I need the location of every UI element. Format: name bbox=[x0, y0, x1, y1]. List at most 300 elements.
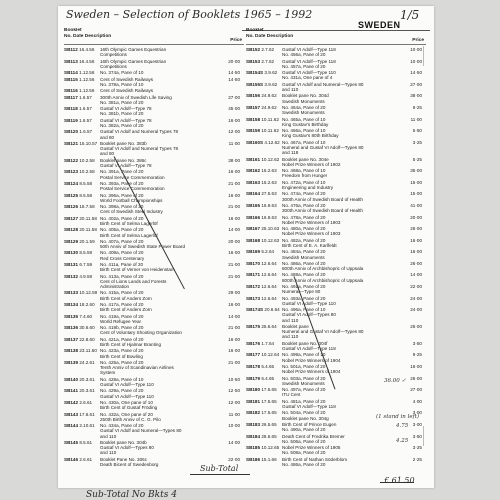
catalogue-entry bbox=[64, 440, 244, 456]
entry-price: 22·00 bbox=[228, 456, 240, 462]
booklet-number: SB116 bbox=[64, 88, 78, 94]
description-line: and 110 bbox=[282, 317, 299, 323]
entry-date: 22.8.60 bbox=[79, 336, 95, 342]
entry-price: 21·00 bbox=[228, 360, 240, 366]
entry-date: 20.6.64 bbox=[264, 307, 280, 313]
entry-number bbox=[64, 412, 100, 417]
entry-description bbox=[282, 341, 402, 351]
left-head-booklet: Booklet bbox=[64, 28, 82, 33]
entry-description bbox=[282, 261, 402, 271]
description-line: No. 402a, Pane of 20 bbox=[100, 215, 144, 221]
entry-description bbox=[282, 364, 402, 374]
entry-number bbox=[246, 364, 282, 369]
description-line: Swedish Monuments bbox=[282, 380, 325, 386]
entry-number bbox=[64, 158, 100, 163]
entry-price: 3·25 bbox=[412, 139, 422, 145]
description-line: Birth Cent of Nathan Söderblom bbox=[282, 456, 348, 462]
entry-date: 24.9.62 bbox=[261, 93, 277, 99]
catalogue-entry bbox=[64, 262, 244, 272]
description-line: and 110 bbox=[100, 450, 117, 456]
booklet-number: SB162 bbox=[246, 168, 261, 174]
description-line: Gustaf VI Adolf—Type 110 bbox=[282, 300, 336, 306]
description-line: 16th Olympic Games Equestrian bbox=[100, 58, 167, 64]
booklet-number: SB125 bbox=[64, 192, 79, 198]
left-column bbox=[64, 28, 244, 468]
entry-date: 20.3.61 bbox=[79, 388, 95, 394]
entry-date: 4.12.62 bbox=[264, 139, 280, 145]
country-heading: SWEDEN bbox=[358, 20, 401, 30]
entry-price: 3·00 bbox=[412, 410, 422, 416]
right-entries bbox=[246, 47, 426, 468]
entry-description bbox=[282, 249, 402, 259]
booklet-number: SB141 bbox=[64, 388, 79, 394]
entry-price: 14·50 bbox=[410, 70, 422, 76]
catalogue-entry bbox=[64, 70, 244, 75]
description-line: Administration bbox=[100, 284, 130, 290]
entry-number bbox=[64, 118, 100, 123]
catalogue-entry bbox=[64, 239, 244, 249]
catalogue-entry bbox=[64, 274, 244, 290]
entry-date: 20.11.58 bbox=[79, 227, 97, 233]
entry-date: 30.6.60 bbox=[79, 325, 95, 331]
entry-price: 20·00 bbox=[228, 238, 240, 244]
description-line: Nobel Prize Winners of 1902 bbox=[282, 161, 341, 167]
description-line: No. 393a, Pane of 20 bbox=[100, 180, 144, 186]
description-line: 16th Olympic Games Equestrian bbox=[100, 47, 167, 52]
booklet-number: SB143 bbox=[64, 411, 79, 417]
booklet-number: SB136 bbox=[64, 325, 79, 331]
description-line: Gustaf VI Adolf and Numeral Types 78 bbox=[100, 146, 179, 152]
description-line: Gustaf VI Adolf—Type 78 bbox=[100, 106, 152, 112]
catalogue-entry bbox=[246, 117, 426, 127]
booklet-number: SB184 bbox=[246, 433, 261, 439]
booklet-number: SB181 bbox=[246, 398, 261, 404]
booklet-number: SB159 bbox=[246, 128, 261, 134]
catalogue-entry bbox=[64, 129, 244, 139]
entry-date: 1.6.57 bbox=[79, 106, 92, 112]
entry-price: 10·00 bbox=[410, 58, 422, 64]
entry-description bbox=[100, 262, 220, 272]
entry-number bbox=[64, 250, 100, 255]
entry-description bbox=[282, 307, 402, 323]
description-line: Swedish Monuments bbox=[282, 98, 325, 104]
entry-number bbox=[246, 59, 282, 64]
catalogue-entry bbox=[64, 314, 244, 324]
entry-date: 1.12.56 bbox=[79, 76, 95, 82]
entry-date: 1.6.57 bbox=[79, 129, 93, 135]
entry-number bbox=[246, 117, 282, 122]
entry-number bbox=[246, 226, 282, 231]
entry-number bbox=[64, 388, 100, 393]
booklet-number: SB137 bbox=[64, 336, 79, 342]
entry-date: 23.11.60 bbox=[79, 348, 97, 354]
entry-number bbox=[64, 360, 100, 365]
entry-price: 16·00 bbox=[228, 215, 240, 221]
entry-date: 2.7.62 bbox=[261, 58, 275, 64]
entry-description bbox=[100, 227, 220, 237]
entry-description bbox=[100, 95, 220, 105]
catalogue-entry bbox=[64, 423, 244, 439]
description-line: No. 499a, Pane of 10 bbox=[282, 352, 326, 358]
entry-number bbox=[64, 95, 100, 100]
catalogue-entry bbox=[246, 445, 426, 455]
booklet-number: SB146 bbox=[64, 456, 79, 462]
booklet-number: SB142 bbox=[64, 400, 79, 406]
entry-description bbox=[100, 141, 220, 157]
description-line: Birth Cent of Hjalmar Branting bbox=[100, 342, 162, 348]
entry-number bbox=[64, 400, 100, 405]
entry-number bbox=[64, 325, 100, 330]
entry-number bbox=[246, 168, 282, 173]
booklet-number: SB171 bbox=[246, 272, 261, 278]
entry-price: 14·50 bbox=[228, 76, 240, 82]
description-line: No. 429a, Pane of 20 bbox=[100, 388, 144, 394]
entry-description bbox=[100, 348, 220, 358]
entry-date: 15.2.63 bbox=[261, 168, 277, 174]
description-line: No. 430a, One pane of 10 bbox=[100, 400, 153, 406]
booklet-number: SB133 bbox=[64, 290, 79, 296]
entry-number bbox=[64, 70, 100, 75]
entry-description bbox=[100, 274, 220, 290]
description-line: No. 480a, Pane of 20 bbox=[282, 226, 326, 232]
entry-number bbox=[64, 457, 100, 462]
description-line: Cent of Swedish Railways bbox=[100, 76, 154, 82]
entry-date: 18.2.60 bbox=[79, 302, 95, 308]
entry-price: 14·00 bbox=[228, 313, 240, 319]
entry-date: 25.10.63 bbox=[261, 226, 280, 232]
entry-date: 8.5.58 bbox=[79, 192, 93, 198]
booklet-number: SB176 bbox=[246, 340, 261, 346]
catalogue-entry bbox=[64, 169, 244, 179]
entry-description bbox=[100, 216, 220, 226]
entry-date: 15.10.57 bbox=[79, 140, 98, 146]
entry-price: 21·00 bbox=[228, 325, 240, 331]
entry-description bbox=[282, 117, 402, 127]
description-line: 50th Anniv of Swedish State Power Board bbox=[100, 244, 186, 250]
entry-description bbox=[282, 352, 402, 362]
description-line: Cent of Voluntary Shooting Organization bbox=[100, 330, 182, 336]
entry-date: 10.12.65 bbox=[261, 445, 280, 451]
catalogue-entry bbox=[246, 105, 426, 115]
margin-note-value-a: 4.75 bbox=[396, 423, 409, 429]
description-line: Booklet pane No. 304b bbox=[100, 440, 147, 445]
booklet-number: SB119 bbox=[64, 117, 78, 123]
description-line: System bbox=[100, 370, 116, 376]
description-line: 250th Birth Anniv of C. G. Pilo bbox=[100, 416, 161, 422]
catalogue-entry bbox=[246, 272, 426, 282]
entry-number bbox=[246, 457, 282, 462]
entry-price: 9·25 bbox=[412, 352, 422, 358]
entry-description bbox=[100, 290, 220, 300]
description-line: and 80 bbox=[100, 151, 115, 157]
entry-description bbox=[282, 387, 402, 397]
booklet-number: SB152 bbox=[246, 47, 261, 52]
entry-number bbox=[64, 216, 100, 221]
description-line: Cent of Swedish Steel Industry bbox=[100, 209, 163, 215]
entry-description bbox=[100, 118, 220, 128]
catalogue-entry bbox=[64, 47, 244, 57]
booklet-number: SB140 bbox=[64, 376, 79, 382]
description-line: Gustaf VI Adolf—Types 80 bbox=[100, 445, 154, 451]
entry-price: 9·25 bbox=[412, 104, 422, 110]
entry-price: 10·50 bbox=[228, 376, 240, 382]
description-line: Nobel Prize Winners of 1904 bbox=[282, 357, 341, 363]
entry-number bbox=[246, 203, 282, 208]
description-line: and 80 bbox=[100, 134, 115, 140]
entry-description bbox=[282, 70, 402, 80]
entry-price: 16·00 bbox=[228, 336, 240, 342]
entry-description bbox=[100, 204, 220, 214]
description-line: No. 382a, Pane of 20 bbox=[100, 122, 144, 128]
entry-number bbox=[246, 140, 282, 145]
catalogue-entry bbox=[246, 157, 426, 167]
description-line: No. 419b, Pane of 20 bbox=[100, 325, 144, 331]
entry-date: 7.4.60 bbox=[79, 313, 93, 319]
left-head-columns: No. Date Description bbox=[64, 34, 112, 39]
entry-date: 16.4.56 bbox=[79, 47, 95, 52]
description-line: No. 508a, Pane of 20 bbox=[282, 450, 326, 456]
entry-number bbox=[64, 377, 100, 382]
description-line: Nobel Prize Winners of 1905 bbox=[282, 445, 341, 451]
entry-number bbox=[64, 239, 100, 244]
entry-description bbox=[100, 377, 220, 387]
entry-date: 17.5.65 bbox=[261, 387, 277, 393]
entry-number bbox=[64, 47, 100, 52]
entry-date: 1.6.57 bbox=[79, 117, 92, 123]
entry-description bbox=[282, 422, 402, 432]
description-line: No. 425a, Pane of 20 bbox=[100, 360, 144, 366]
description-line: and 110 bbox=[282, 86, 299, 92]
description-line: 800th Anniv of Archbishopric of Uppsala bbox=[282, 277, 364, 283]
booklet-number: SB164 bbox=[246, 191, 261, 197]
entry-date: 17.5.65 bbox=[261, 410, 277, 416]
entry-price: 24·00 bbox=[410, 295, 422, 301]
entry-number bbox=[246, 434, 282, 439]
entry-date: 1.6.57 bbox=[79, 94, 92, 100]
description-line: Gustaf VI Adolf—Type 110 bbox=[282, 70, 336, 76]
booklet-number: SB132 bbox=[64, 273, 79, 279]
booklet-number: SB144 bbox=[64, 423, 79, 429]
description-line: No. 481a, Pane of 20 bbox=[282, 398, 326, 404]
entry-description bbox=[100, 70, 220, 75]
booklet-number: SB179 bbox=[246, 375, 261, 381]
description-line: Gustaf VI Adolf—Types 80 bbox=[282, 312, 336, 318]
left-entries bbox=[64, 47, 244, 468]
booklet-number: SB177 bbox=[246, 352, 261, 358]
description-line: Booklet pane No. 304f bbox=[282, 340, 328, 346]
description-line: No. 431a, One pane of 4 bbox=[282, 75, 333, 81]
entry-number bbox=[246, 399, 282, 404]
booklet-number: SB167 bbox=[246, 226, 261, 232]
entry-price: 2·25 bbox=[412, 456, 422, 462]
entry-date: 16.9.63 bbox=[261, 214, 277, 220]
entry-date: 27.5.63 bbox=[261, 191, 277, 197]
description-line: Booklet pane bbox=[282, 324, 309, 330]
description-line: No. 374a, Pane of 10 bbox=[100, 70, 144, 76]
description-line: No. 482a, Pane of 20 bbox=[282, 237, 326, 243]
entry-description bbox=[100, 360, 220, 376]
entry-number bbox=[246, 249, 282, 254]
entry-price: 16·00 bbox=[228, 250, 240, 256]
entry-price: 12·50 bbox=[228, 388, 240, 394]
entry-number bbox=[246, 376, 282, 381]
catalogue-entry bbox=[246, 307, 426, 323]
entry-date: 10.11.62 bbox=[261, 116, 279, 122]
entry-price: 16·00 bbox=[410, 364, 422, 370]
entry-date: 6.7.59 bbox=[79, 262, 93, 268]
entry-date: 5.4.65 bbox=[261, 364, 275, 370]
left-head-price: Price bbox=[230, 38, 242, 43]
entry-description bbox=[100, 88, 220, 93]
booklet-number: SB172 bbox=[246, 284, 261, 290]
description-line: 800th Anniv of Archbishopric of Uppsala bbox=[282, 266, 364, 272]
booklet-number: SB115 bbox=[64, 76, 78, 82]
catalogue-entry bbox=[64, 348, 244, 358]
booklet-number: SB168 bbox=[246, 237, 261, 243]
entry-number bbox=[64, 88, 100, 93]
entry-description bbox=[100, 106, 220, 116]
description-line: Birth Cent of Verner von Heidenstam bbox=[100, 267, 175, 273]
entry-number bbox=[64, 77, 100, 82]
entry-number bbox=[246, 296, 282, 301]
entry-price: 4·00 bbox=[412, 398, 422, 404]
booklet-number: SB154S bbox=[246, 70, 264, 76]
description-line: 300th Anniv of Swedish Life Saving bbox=[100, 94, 172, 100]
description-line: Red Cross Centenary bbox=[100, 255, 145, 261]
margin-note-stand: (1 stand in left) bbox=[376, 414, 419, 420]
entry-description bbox=[100, 181, 220, 191]
entry-number bbox=[64, 141, 100, 146]
description-line: Birth Cent of Prince Eugen bbox=[282, 422, 337, 428]
entry-number bbox=[64, 262, 100, 267]
entry-description bbox=[100, 77, 220, 87]
entry-price: 21·00 bbox=[228, 180, 240, 186]
entry-number bbox=[246, 261, 282, 266]
description-line: Gustaf VI Adolf—Type 78 bbox=[100, 162, 152, 168]
booklet-number: SB124 bbox=[64, 180, 79, 186]
entry-number bbox=[64, 204, 100, 209]
entry-price: 14·00 bbox=[410, 272, 422, 278]
booklet-number: SB174S bbox=[246, 307, 264, 313]
entry-number bbox=[64, 59, 100, 64]
entry-price: 3·50 bbox=[412, 340, 422, 346]
description-line: No. 486a, Pane of 20 bbox=[282, 462, 326, 467]
entry-date: 10.12.63 bbox=[261, 237, 280, 243]
catalogue-entry bbox=[246, 70, 426, 80]
entry-price: 38·00 bbox=[410, 93, 422, 99]
entry-description bbox=[282, 238, 402, 248]
catalogue-entry bbox=[64, 181, 244, 191]
catalogue-entry bbox=[246, 249, 426, 259]
description-line: Birth Cent of Bowling bbox=[100, 353, 143, 359]
booklet-number: SB123 bbox=[64, 169, 79, 175]
entry-description bbox=[282, 180, 402, 190]
entry-price: 10·00 bbox=[410, 47, 422, 52]
entry-date: 18.7.58 bbox=[79, 204, 95, 210]
catalogue-entry bbox=[246, 352, 426, 362]
entry-description bbox=[100, 169, 220, 179]
entry-price: 26·00 bbox=[410, 375, 422, 381]
right-column-header bbox=[246, 28, 426, 45]
entry-price: 14·00 bbox=[228, 227, 240, 233]
description-line: Gustaf VI Adolf and Numeral—Types 80 bbox=[282, 81, 364, 87]
entry-date: 5.4.65 bbox=[261, 375, 275, 381]
entry-price: 45·00 bbox=[228, 106, 240, 112]
entry-number bbox=[246, 422, 282, 427]
subtotal-count-note: Sub-Total No Bkts 4 bbox=[86, 490, 177, 500]
entry-date: 20.3.61 bbox=[79, 376, 95, 382]
booklet-number: SB113 bbox=[64, 58, 78, 64]
description-line: Booklet pane No. 386c bbox=[100, 157, 147, 163]
booklet-number: SB170 bbox=[246, 260, 261, 266]
catalogue-entry bbox=[64, 290, 244, 300]
description-line: and 110 bbox=[282, 334, 299, 340]
entry-date: 8.5.59 bbox=[79, 250, 93, 256]
catalogue-entry bbox=[64, 216, 244, 226]
description-line: No. 490a, Pane of 20 bbox=[282, 427, 326, 433]
description-line: No. 396a, Pane of 20 bbox=[100, 192, 144, 198]
booklet-number: SB163 bbox=[246, 179, 261, 185]
description-line: Cent of Swedish Railways bbox=[100, 88, 154, 94]
handwritten-title: Sweden – Selection of Booklets 1965 – 1992 bbox=[66, 8, 313, 21]
description-line: No. 405a, Pane of 20 bbox=[100, 227, 144, 233]
booklet-number: SB183 bbox=[246, 422, 261, 428]
entry-price: 26·00 bbox=[410, 226, 422, 232]
description-line: No. 381a, Pane of 20 bbox=[100, 99, 144, 105]
entry-price: 5·50 bbox=[412, 128, 422, 134]
description-line: Postal Service Commemoration bbox=[100, 186, 165, 192]
entry-date: 12.6.64 bbox=[261, 295, 277, 301]
description-line: 300th Anniv of Swedish Board of Health bbox=[282, 208, 363, 214]
entry-date: 20.11.58 bbox=[79, 215, 97, 221]
entry-price: 3·00 bbox=[412, 422, 422, 428]
booklet-number: SB173 bbox=[246, 295, 261, 301]
entry-number bbox=[64, 302, 100, 307]
entry-date: 12.6.64 bbox=[261, 260, 277, 266]
booklet-number: SB114 bbox=[64, 70, 78, 76]
entry-number bbox=[246, 191, 282, 196]
catalogue-entry bbox=[246, 364, 426, 374]
binder-ring bbox=[423, 46, 434, 66]
catalogue-entry bbox=[246, 59, 426, 69]
entry-description bbox=[100, 47, 220, 57]
entry-price: 16·00 bbox=[410, 249, 422, 255]
description-line: No. 467a, Pane of 10 bbox=[282, 139, 326, 145]
description-line: 300th Anniv of Swedish Board of Health bbox=[282, 196, 363, 202]
entry-date: 24.2.61 bbox=[79, 360, 95, 366]
entry-number bbox=[64, 290, 100, 295]
entry-date: 20.1.59 bbox=[79, 238, 95, 244]
description-line: Birth Cent of Selma Lagerlöf bbox=[100, 220, 158, 226]
entry-price: 11·00 bbox=[228, 411, 240, 417]
description-line: No. 421a, Pane of 20 bbox=[100, 336, 144, 342]
entry-date: 10.2.58 bbox=[79, 157, 95, 163]
catalogue-entry bbox=[64, 193, 244, 203]
catalogue-entry bbox=[246, 399, 426, 409]
description-line: Postal Service Commemoration bbox=[100, 174, 165, 180]
entry-price: 16·00 bbox=[228, 117, 240, 123]
entry-number bbox=[246, 82, 282, 87]
booklet-number: SB186 bbox=[246, 456, 261, 462]
description-line: Competitions bbox=[100, 63, 127, 69]
booklet-number: SB169 bbox=[246, 249, 261, 255]
entry-number bbox=[64, 274, 100, 279]
description-line: No. 464a, Pane of 20 bbox=[282, 104, 326, 110]
catalogue-entry bbox=[64, 158, 244, 168]
description-line: Gustaf VI Adolf—Type 118 bbox=[282, 404, 336, 410]
catalogue-entry bbox=[64, 388, 244, 398]
booklet-number: SB165 bbox=[246, 202, 261, 208]
